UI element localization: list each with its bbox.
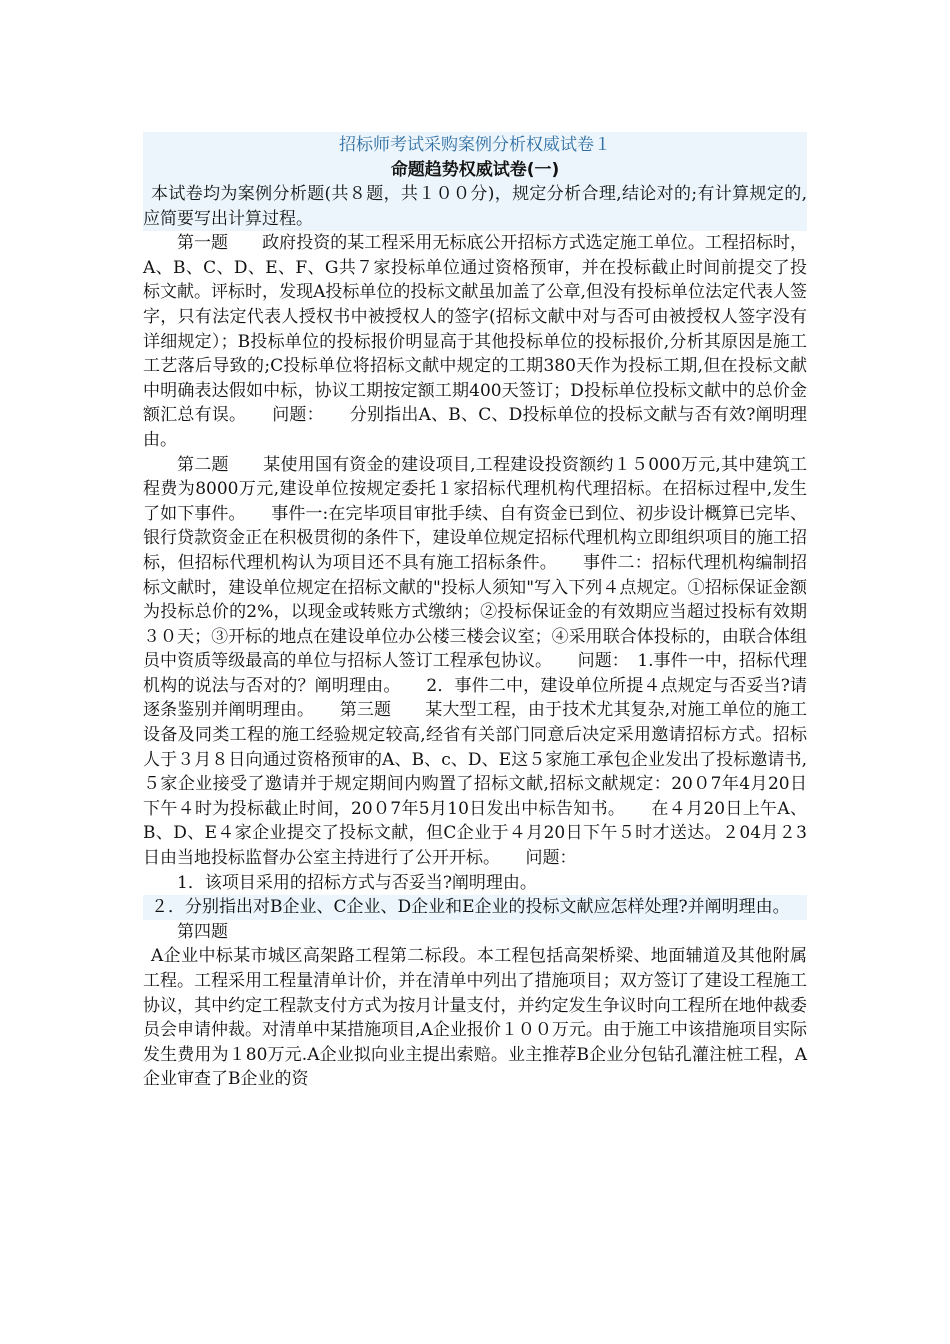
header-band [143, 132, 807, 231]
question-4: A企业中标某市城区高架路工程第二标段。本工程包括高架桥梁、地面辅道及其他附属工程。工程采用工程量清单计价，并在清单中列出了措施项目；双方签订了建设工程施工协议，其中约定工程款支付方式为按月计量支付，并约定发生争议时向工程所在地仲裁委员会申请仲裁。对清单中某措施项目,A企业报价１００万元。由于施工中该措施项目实际发生费用为１80万元.A企业拟向业主提出索赔。业主推荐B企业分包钻孔灌注桩工程，A企业审查了B企业的资 [143, 946, 807, 1090]
document-body [143, 132, 807, 1092]
intro-paragraph: 本试卷均为案例分析题(共８题，共１００分)，规定分析合理,结论对的;有计算规定的,应简要写出计算过程。 [143, 184, 807, 229]
question-3-item-2-band [143, 895, 807, 920]
question-3-item-2: ２．分别指出对B企业、C企业、D企业和E企业的投标文献应怎样处理?并阐明理由。 [151, 897, 790, 918]
question-4-heading: 第四题 [177, 921, 228, 942]
page-title: 招标师考试采购案例分析权威试卷１ [339, 135, 611, 155]
question-3-item-1: 1．该项目采用的招标方式与否妥当?阐明理由。 [177, 872, 537, 893]
question-2-3: 第二题 某使用国有资金的建设项目,工程建设投资额约１５000万元,其中建筑工程费为8000万元,建设单位按规定委托１家招标代理机构代理招标。在招标过程中,发生了如下事件。 事件一:在完毕项目审批手续、自有资金已到位、初步设计概算已完毕、银行贷款资金正在积极贯彻的条件下，建设单位规定招标代理机构立即组织项目的施工招标，但招标代理机构认为项目还不具有施工招标条件。 事件二：招标代理机构编制招标文献时，建设单位规定在招标文献的"投标人须知"写入下列４点规定。①招标保证金额为投标总价的2%，以现金或转账方式缴纳；②投标保证金的有效期应当超过投标有效期３０天；③开标的地点在建设单位办公楼三楼会议室；④采用联合体投标的，由联合体组员中资质等级最高的单位与招标人签订工程承包协议。 问题： 1.事件一中，招标代理机构的说法与否对的？阐明理由。 2．事件二中，建设单位所提４点规定与否妥当?请逐条鉴别并阐明理由。 第三题 某大型工程，由于技术尤其复杂,对施工单位的施工设备及同类工程的施工经验规定较高,经省有关部门同意后决定采用邀请招标方式。招标人于３月８日向通过资格预审的A、B、c、D、E这５家施工承包企业发出了投标邀请书,５家企业接受了邀请并于规定期间内购置了招标文献,招标文献规定：20０7年4月20日下午４时为投标截止时间，20０7年5月10日发出中标告知书。 在４月20日上午A、B、D、E４家企业提交了投标文献，但C企业于４月20日下午５时才送达。２04月２3日由当地投标监督办公室主持进行了公开开标。 问题： [143, 454, 807, 869]
question-1: 第一题 政府投资的某工程采用无标底公开招标方式选定施工单位。工程招标时，A、B、C、D、E、F、G共７家投标单位通过资格预审，并在投标截止时间前提交了投标文献。评标时，发现A投标单位的投标文献虽加盖了公章,但没有投标单位法定代表人签字，只有法定代表人授权书中被授权人的签字(招标文献中对与否可由被授权人签字没有详细规定）；B投标单位的投标报价明显高于其他投标单位的投标报价,分析其原因是施工工艺落后导致的;C投标单位将招标文献中规定的工期380天作为投标工期,但在投标文献中明确表达假如中标，协议工期按定额工期400天签订；D投标单位投标文献中的总价金额汇总有误。 问题： 分别指出A、B、C、D投标单位的投标文献与否有效?阐明理由。 [143, 233, 807, 450]
page-subtitle: 命题趋势权威试卷(一) [390, 160, 560, 180]
